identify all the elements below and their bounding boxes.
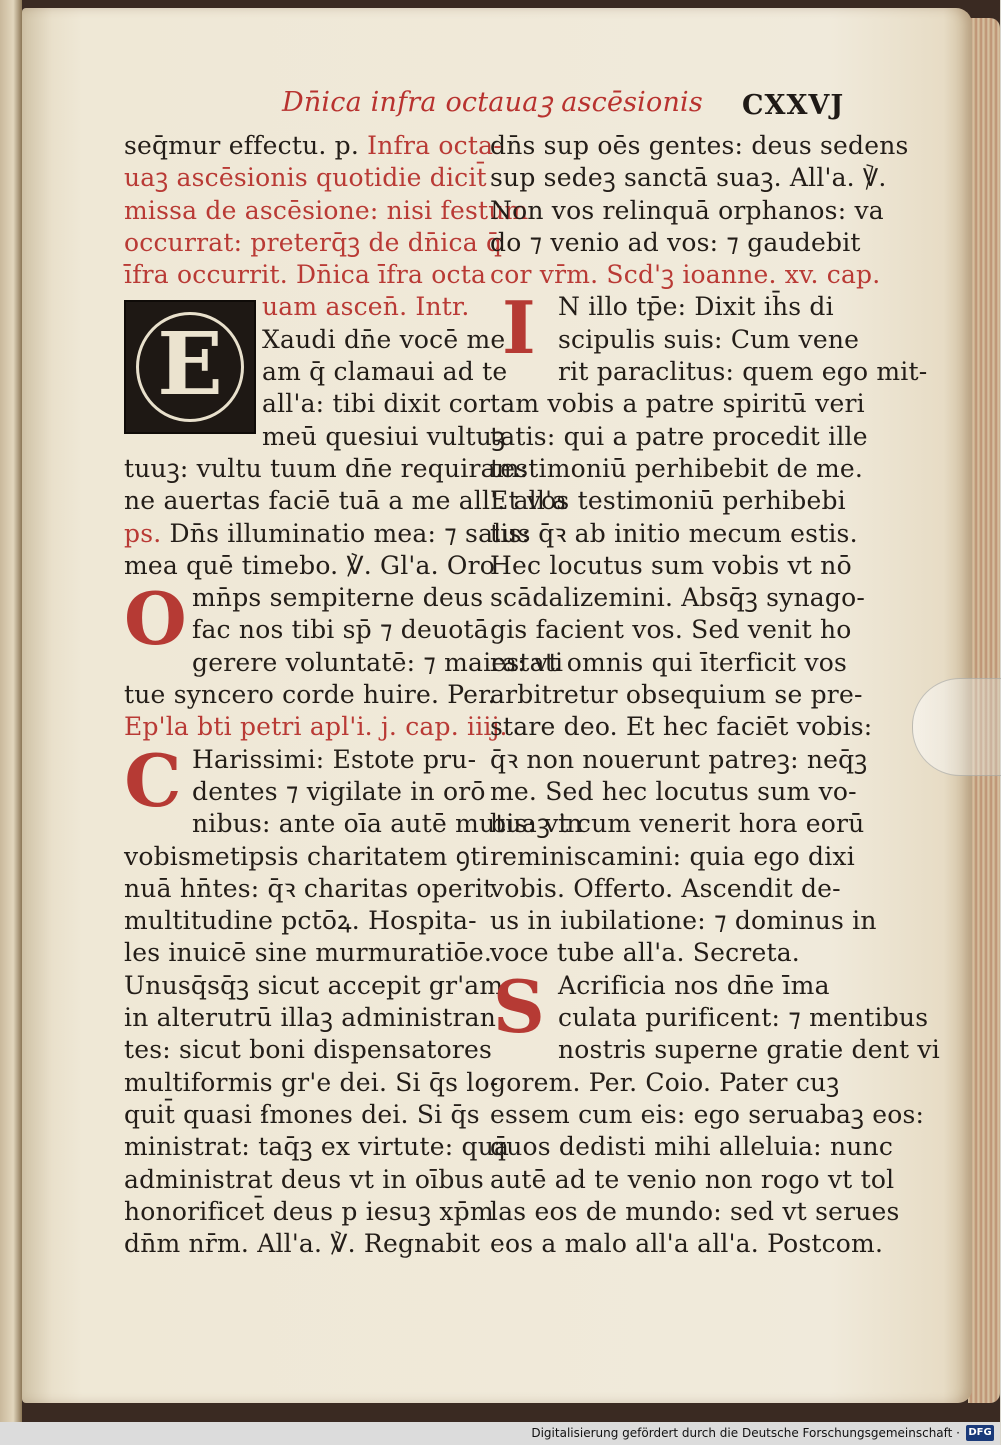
text-line: honorificet̄ deus p iesuꝫ xp̄m: [124, 1196, 494, 1226]
text-line: nibus: ante oīa autē mutuaꝫ in: [192, 809, 583, 839]
paragraph-gospel: [490, 285, 860, 371]
text-line: uaꝫ ascēsionis quotidie dicit̄: [124, 163, 487, 193]
text-line: occurrat: preterq̄ꝫ de dn̄ica q̄: [124, 227, 503, 257]
text-line: reminiscamini: quia ego dixi: [490, 841, 855, 871]
text-line: vobismetipsis charitatem ꝯti: [124, 841, 489, 871]
text-line: do ⁊ venio ad vos: ⁊ gaudebit: [490, 227, 861, 257]
facing-page-edge: [0, 0, 22, 1422]
text-line: voce tube all'a. Secreta.: [490, 938, 800, 968]
text-line: dentes ⁊ vigilate in orō: [192, 776, 486, 806]
text-column-right: [490, 130, 940, 1260]
folio-number: CXXVJ: [742, 90, 845, 121]
text-line: nuā hn̄tes: q̄ꝛ charitas operit: [124, 873, 494, 903]
text-line: stare deo. Et hec faciēt vobis:: [490, 712, 873, 742]
text-line: scipulis suis: Cum vene: [558, 324, 860, 354]
red-initial-s: S: [492, 963, 546, 1049]
woodcut-letter: E: [157, 314, 223, 415]
text-line: Hec locutus sum vobis vt nō: [490, 550, 852, 580]
text-line: multitudine pctōꝝ. Hospita-: [124, 906, 477, 936]
text-line: essem cum eis: ego seruabaꝫ eos:: [490, 1099, 925, 1129]
text-line: las eos de mundo: sed vt serues: [490, 1196, 900, 1226]
text-line: N illo tp̄e: Dixit ih̄s di: [558, 292, 834, 322]
text-line: Et vos testimoniū perhibebi: [490, 486, 846, 516]
text-line: les inuicē sine murmuratiōe.: [124, 938, 493, 968]
text-line: vobis. Offerto. Ascendit de-: [490, 873, 841, 903]
text-line: eos a malo all'a all'a. Postcom.: [490, 1229, 884, 1259]
text-line: uam ascen̄. Intr.: [262, 292, 470, 322]
text-line: gis facient vos. Sed venit ho: [490, 615, 852, 645]
text-line: gerere voluntatē: ⁊ maiestati: [192, 647, 564, 677]
text-column-left: [124, 130, 583, 1260]
text-line: in alterutrū illaꝫ administran: [124, 1003, 497, 1033]
text-line: tue syncero corde huire. Per.: [124, 680, 496, 710]
text-line: Harissimi: Estote pru-: [192, 744, 477, 774]
page-clip: [912, 678, 1001, 776]
text-line: culata purificent: ⁊ mentibus: [558, 1003, 929, 1033]
text-line: rit paraclitus: quem ego mit-: [558, 357, 928, 387]
text-line: missa de ascēsione: nisi festum: [124, 195, 529, 225]
text-line: cor vr̄m. Scd'ꝫ ioanne. xv. cap.: [490, 260, 881, 290]
paragraph-secret: [490, 963, 929, 1049]
text-line: dn̄m nr̄m. All'a. ℣. Regnabit: [124, 1229, 481, 1259]
running-title: Dn̄ica infra octauaꝫ ascēsionis: [282, 87, 703, 118]
text-line: sup sedeꝫ sanctā suaꝫ. All'a. ℣.: [490, 163, 887, 193]
text-line: am q̄ clamaui ad te: [262, 357, 508, 387]
text-line: bis: vt cum venerit hora eorū: [490, 809, 865, 839]
text-line: us in iubilatione: ⁊ dominus in: [490, 906, 877, 936]
text-line: quit̄ quasi ẜmones dei. Si q̄s: [124, 1099, 480, 1129]
red-initial-o: O: [124, 576, 187, 662]
text-line: multiformis gr'e dei. Si q̄s lo-: [124, 1067, 499, 1097]
text-line: ps. Dn̄s illuminatio mea: ⁊ salus: [124, 518, 531, 548]
text-line: ministrat: taq̄ꝫ ex virtute: quā: [124, 1132, 510, 1162]
text-line: Acrificia nos dn̄e īma: [558, 970, 830, 1000]
text-line: seq̄mur effectu. p. Infra octa-: [124, 131, 502, 160]
paragraph-collect: [124, 576, 489, 662]
text-line: īfra occurrit. Dn̄ica īfra octa: [124, 260, 487, 290]
text-line: dn̄s sup oēs gentes: deus sedens: [490, 131, 909, 160]
red-initial-i: I: [502, 285, 536, 371]
text-line: ra: vt omnis qui īterficit vos: [490, 647, 848, 677]
text-line: quos dedisti mihi alleluia: nunc: [490, 1132, 894, 1162]
text-line: gorem. Per. Coio. Pater cuꝫ: [490, 1067, 840, 1097]
text-line: tis: q̄ꝛ ab initio mecum estis.: [490, 518, 858, 548]
text-line: all'a: tibi dixit cor: [262, 389, 491, 419]
text-line: arbitretur obsequium se pre-: [490, 680, 863, 710]
text-line: mea quē timebo. ℣. Gl'a. Oro: [124, 550, 495, 580]
text-line: fac nos tibi sp̄ ⁊ deuotā: [192, 615, 489, 645]
text-line: Unusq̄sq̄ꝫ sicut accepit gr'am: [124, 970, 504, 1000]
text-line: mn̄ps sempiterne deus: [192, 583, 484, 613]
text-line: tes: sicut boni dispensatores: [124, 1035, 492, 1065]
dfg-logo-icon: DFG: [966, 1425, 994, 1441]
text-line: Xaudi dn̄e vocē me: [262, 324, 506, 354]
text-line: administrat deus vt in oībus: [124, 1164, 484, 1194]
text-line: nostris superne gratie dent vi: [558, 1035, 940, 1065]
text-line: autē ad te venio non rogo vt tol: [490, 1164, 895, 1194]
footer-bar: [0, 1422, 1000, 1445]
text-line: meū quesiui vultuꝫ: [262, 421, 506, 451]
text-line: Non vos relinquā orphanos: va: [490, 195, 884, 225]
text-line: q̄ꝛ non nouerunt patreꝫ: neq̄ꝫ: [490, 744, 868, 774]
text-line: ne auertas faciē tuā a me all'. all'a: [124, 486, 568, 516]
text-line: tam vobis a patre spiritū veri: [490, 389, 865, 419]
footer-credit: Digitalisierung gefördert durch die Deutsche Forschungsgemeinschaft ·: [531, 1426, 960, 1440]
text-line: scādalizemini. Absq̄ꝫ synago-: [490, 583, 865, 613]
text-line: tuuꝫ: vultu tuum dn̄e requiram:: [124, 453, 529, 483]
red-initial-c: C: [124, 737, 182, 823]
text-line: tatis: qui a patre procedit ille: [490, 421, 868, 451]
paragraph-epistle: [124, 737, 486, 823]
text-line: Ep'la bti petri apl'i. j. cap. iiij.: [124, 712, 508, 742]
text-line: testimoniū perhibebit de me.: [490, 453, 864, 483]
text-line: me. Sed hec locutus sum vo-: [490, 776, 857, 806]
